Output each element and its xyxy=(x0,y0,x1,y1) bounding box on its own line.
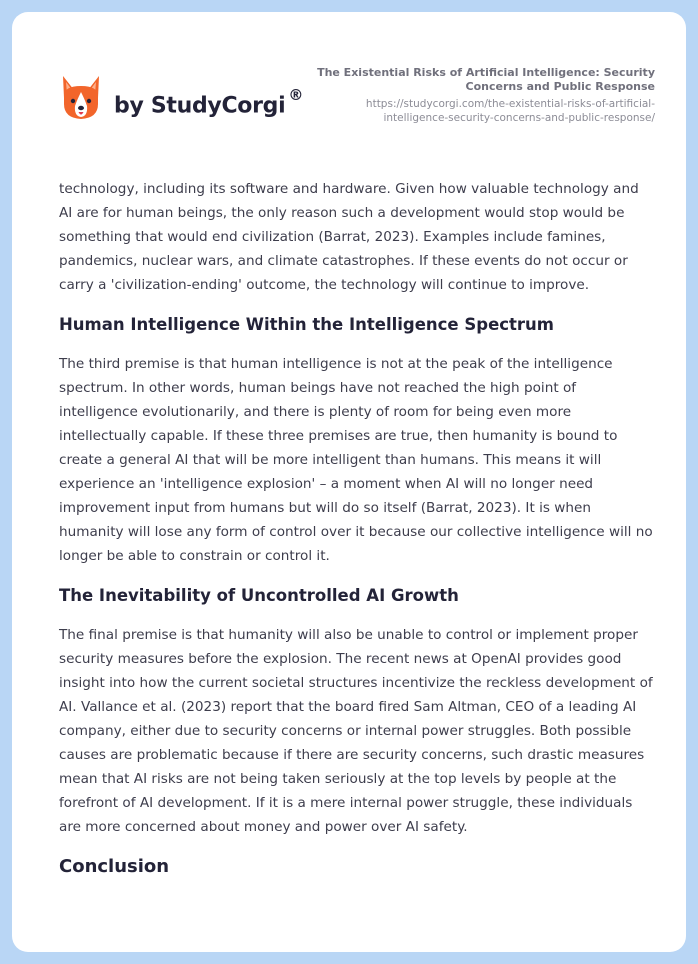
corgi-icon xyxy=(60,74,102,126)
intro-paragraph: technology, including its software and hardware. Given how valuable technology and AI are for human beings, the only reason such a development would stop would be something that would end civilization (Barrat, 2023). Examples include famines, pandemics, nuclear wars, and climate catastrophes. If these events do not occur or carry a 'civilization-ending' outcome, the technology will continue to improve. xyxy=(59,181,639,293)
section-heading: Human Intelligence Within the Intelligence Spectrum xyxy=(59,315,554,334)
brand-text: by StudyCorgi xyxy=(114,93,286,119)
document-body xyxy=(59,177,653,894)
section-paragraph: The third premise is that human intelligence is not at the peak of the intelligence spectrum. In other words, human beings have not reached the high point of intelligence evolutionarily, and there is plenty of room for being even more intellectually capable. If these three premises are true, then humanity is bound to create a general AI that will be more intelligent than humans. This means it will experience an 'intelligence explosion' – a moment when AI will no longer need improvement input from humans but will do so itself (Barrat, 2023). It is when humanity will lose any form of control over it because our collective intelligence will no longer be able to constrain or control it. xyxy=(59,356,653,564)
document-url[interactable]: https://studycorgi.com/the-existential-risks-of-artificial-intelligence-security-concerns-and-public-response/ xyxy=(365,98,655,124)
document-page xyxy=(12,12,686,952)
document-meta xyxy=(315,66,655,125)
document-title: The Existential Risks of Artificial Intelligence: Security Concerns and Public Response xyxy=(317,66,655,93)
section-paragraph: The final premise is that humanity will also be unable to control or implement proper security measures before the explosion. The recent news at OpenAI provides good insight into how the current societal structures incentivize the reckless development of AI. Vallance et al. (2023) report that the board fired Sam Altman, CEO of a leading AI company, either due to security concerns or internal power struggles. Both possible causes are problematic because if there are security concerns, such drastic measures mean that AI risks are not being taken seriously at the top levels by people at the forefront of AI development. If it is a mere internal power struggle, these individuals are more concerned about money and power over AI safety. xyxy=(59,627,653,835)
conclusion-heading: Conclusion xyxy=(59,856,170,877)
studycorgi-logo[interactable] xyxy=(60,74,303,126)
page-header xyxy=(12,12,686,162)
section-heading: The Inevitability of Uncontrolled AI Growth xyxy=(59,586,459,605)
trademark-symbol: ® xyxy=(288,85,304,104)
brand-name xyxy=(114,85,304,119)
